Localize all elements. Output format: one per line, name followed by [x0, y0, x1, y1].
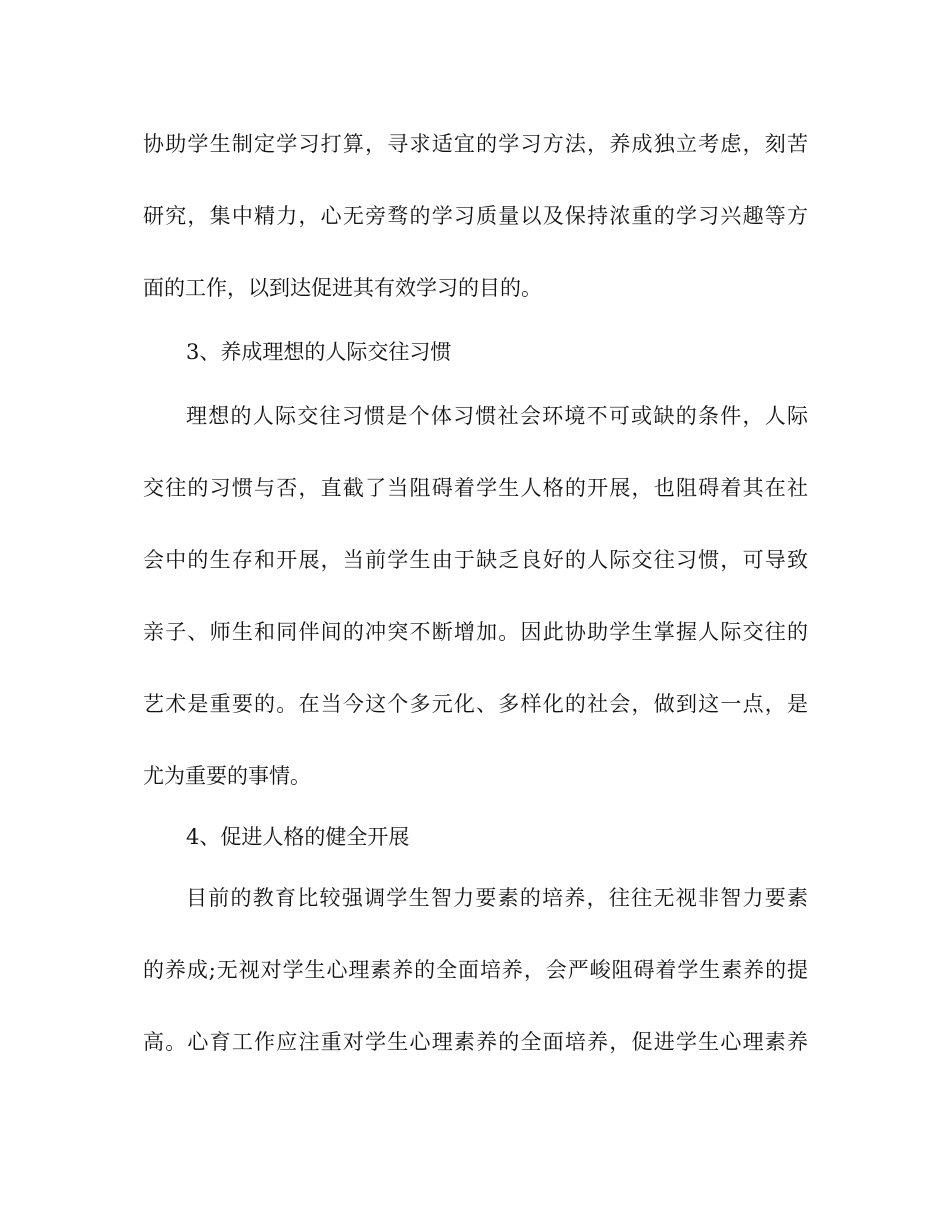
body-text-line: 研究，集中精力，心无旁骛的学习质量以及保持浓重的学习兴趣等方	[143, 204, 808, 228]
body-text-line: 尤为重要的事情。	[143, 764, 311, 788]
body-text-line: 艺术是重要的。在当今这个多元化、多样化的社会，做到这一点，是	[143, 692, 808, 716]
paragraph-first-line: 目前的教育比较强调学生智力要素的培养，往往无视非智力要素	[186, 886, 808, 910]
body-text-line: 高。心育工作应注重对学生心理素养的全面培养，促进学生心理素养	[143, 1030, 808, 1054]
body-text-line: 的养成;无视对学生心理素养的全面培养，会严峻阻碍着学生素养的提	[143, 958, 808, 982]
body-text-line: 亲子、师生和同伴间的冲突不断增加。因此协助学生掌握人际交往的	[143, 620, 808, 644]
body-text-line: 面的工作，以到达促进其有效学习的目的。	[143, 276, 542, 300]
body-text-line: 协助学生制定学习打算，寻求适宜的学习方法，养成独立考虑，刻苦	[143, 132, 808, 156]
section-heading: 4、促进人格的健全开展	[186, 825, 410, 849]
paragraph-first-line: 理想的人际交往习惯是个体习惯社会环境不可或缺的条件，人际	[186, 404, 808, 428]
body-text-line: 交往的习惯与否，直截了当阻碍着学生人格的开展，也阻碍着其在社	[143, 476, 808, 500]
section-heading: 3、养成理想的人际交往习惯	[186, 340, 452, 364]
body-text-line: 会中的生存和开展，当前学生由于缺乏良好的人际交往习惯，可导致	[143, 548, 808, 572]
